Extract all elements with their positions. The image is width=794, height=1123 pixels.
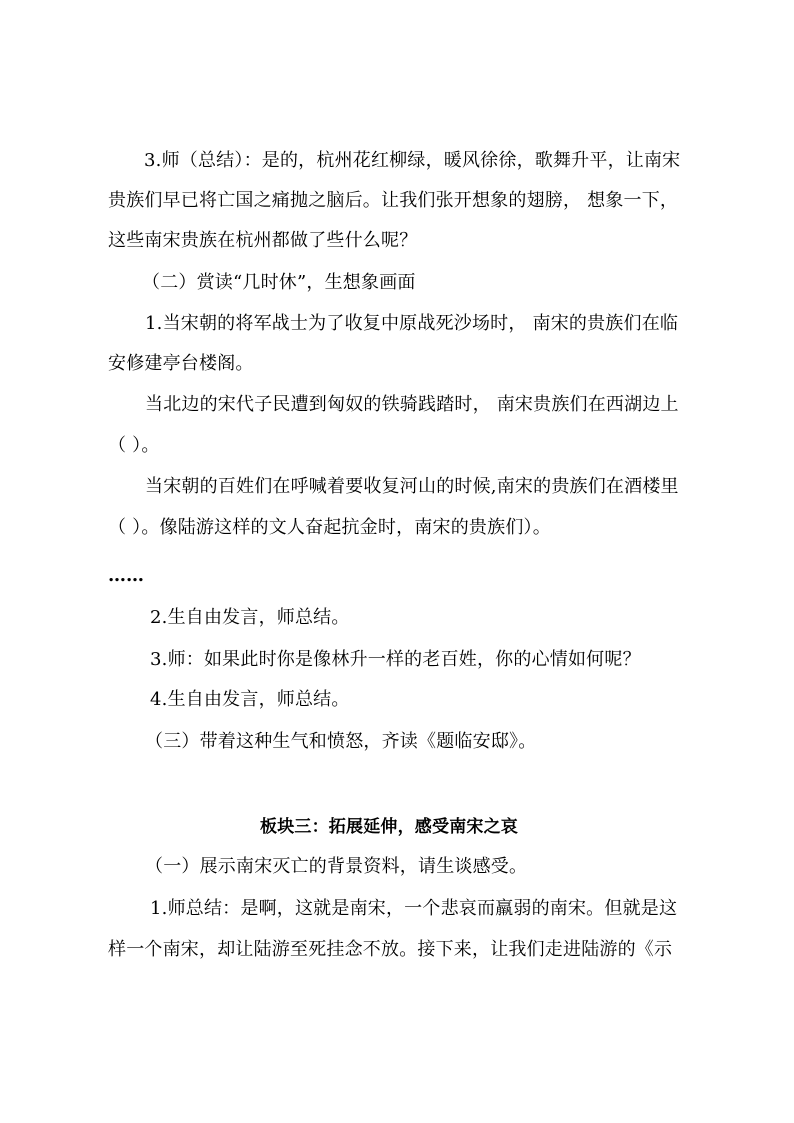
summary-line-2: 样一个南宋，却让陆游至死挂念不放。接下来，让我们走进陆游的《示 xyxy=(108,939,673,960)
item-2: 2.生自由发言，师总结。 xyxy=(150,607,350,628)
summary-line-1: 1.师总结：是啊，这就是南宋，一个悲哀而羸弱的南宋。但就是这 xyxy=(150,898,678,919)
block-three-title: 板块三：拓展延伸，感受南宋之哀 xyxy=(260,817,518,837)
item-1-line-1: 1.当宋朝的将军战士为了收复中原战死沙场时， 南宋的贵族们在临 xyxy=(145,313,679,334)
paragraph-3-line-2: （ ）。像陆游这样的文人奋起抗金时，南宋的贵族们）。 xyxy=(108,517,551,538)
block-three-item-1: （一）展示南宋灭亡的背景资料，请生谈感受。 xyxy=(145,856,528,877)
paragraph-1-line-1: 3.师（总结）：是的，杭州花红柳绿，暖风徐徐，歌舞升平，让南宋 xyxy=(144,150,681,171)
paragraph-2-line-2: （ ）。 xyxy=(108,435,160,456)
item-4: 4.生自由发言，师总结。 xyxy=(150,689,350,710)
item-3: 3.师：如果此时你是像林升一样的老百姓，你的心情如何呢？ xyxy=(150,649,641,670)
item-1-line-2: 安修建亭台楼阁。 xyxy=(108,353,254,374)
ellipsis: …… xyxy=(108,565,144,586)
paragraph-3-line-1: 当宋朝的百姓们在呼喊着要收复河山的时候,南宋的贵族们在酒楼里 xyxy=(145,476,679,497)
paragraph-1-line-3: 这些南宋贵族在杭州都做了些什么呢？ xyxy=(108,230,418,251)
section-two-heading: （二）赏读“几时休”，生想象画面 xyxy=(142,272,416,293)
section-three-heading: （三）带着这种生气和愤怒，齐读《题临安邸》。 xyxy=(145,731,537,752)
paragraph-2-line-1: 当北边的宋代子民遭到匈奴的铁骑践踏时， 南宋贵族们在西湖边上 xyxy=(145,394,679,415)
paragraph-1-line-2: 贵族们早已将亡国之痛抛之脑后。让我们张开想象的翅膀， 想象一下， xyxy=(108,190,679,211)
